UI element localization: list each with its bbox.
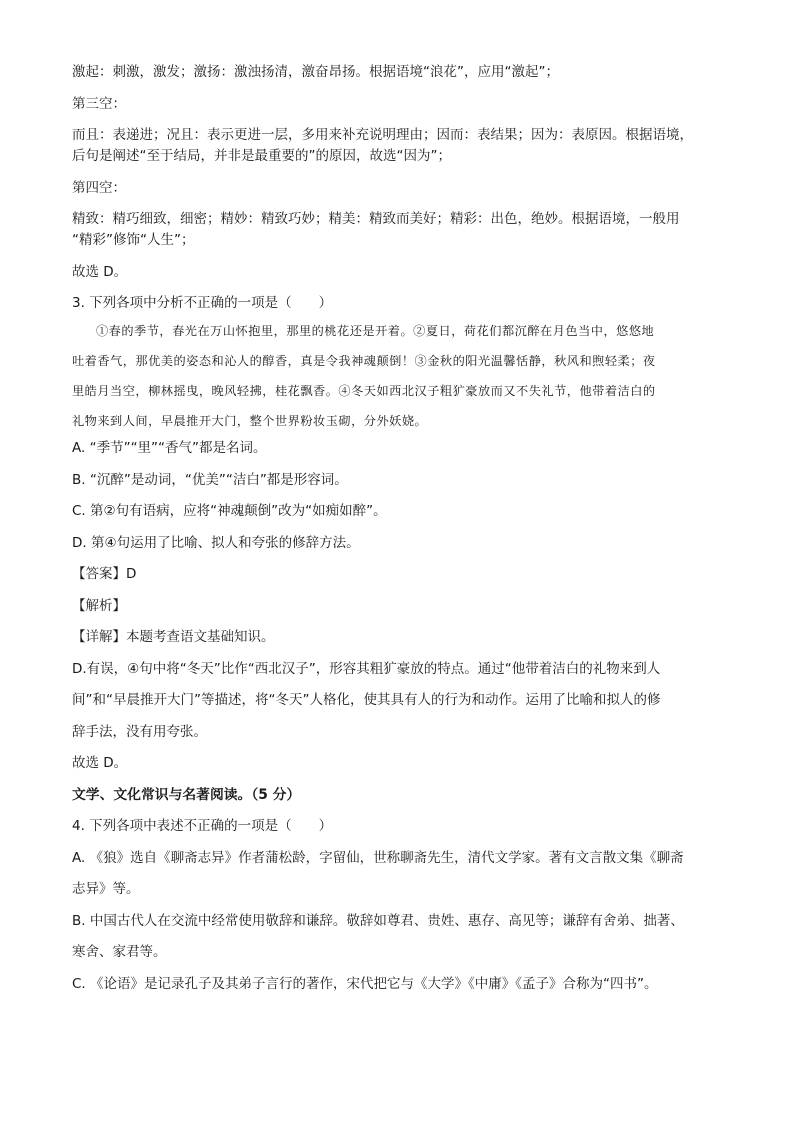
answer-tag: 【答案】D bbox=[72, 566, 137, 582]
explain-line: D.有误，④句中将“冬天”比作“西北汉子”，形容其粗犷豪放的特点。通过“他带着洁白的礼物来到人 bbox=[72, 660, 661, 677]
option-d: D. 第④句运用了比喻、拟人和夸张的修辞方法。 bbox=[72, 534, 360, 551]
conclusion: 故选 D。 bbox=[72, 263, 128, 280]
text-line: 而且：表递进；况且：表示更进一层，多用来补充说明理由；因而：表结果；因为：表原因。根据语境， bbox=[72, 127, 693, 143]
text-line: 后句是阐述“至于结局，并非是最重要的”的原因，故选“因为”； bbox=[72, 148, 451, 164]
text-line: 精致：精巧细致，细密；精妙：精致巧妙；精美：精致而美好；精彩：出色，绝妙。根据语境，一般用 bbox=[72, 211, 680, 227]
passage-line: 里皓月当空，柳林摇曳，晚风轻拂，桂花飘香。④冬天如西北汉子粗犷豪放而又不失礼节，他带着洁白的 bbox=[72, 384, 656, 398]
section-heading: 文学、文化常识与名著阅读。（5 分） bbox=[72, 786, 301, 803]
text-line: 激起：刺激，激发；激扬：激浊扬清，激奋昂扬。根据语境“浪花”，应用“激起”； bbox=[72, 64, 559, 80]
option-b: B. “沉醉”是动词，“优美”“洁白”都是形容词。 bbox=[72, 471, 348, 488]
option-a: A. 《狼》选自《聊斋志异》作者蒲松龄，字留仙，世称聊斋先生，清代文学家。著有文言散文集《聊斋 bbox=[72, 849, 684, 866]
document-page bbox=[72, 62, 732, 1005]
detail-line: 【详解】本题考查语文基础知识。 bbox=[72, 629, 275, 645]
option-c: C. 第②句有语病，应将“神魂颠倒”改为“如痴如醉”。 bbox=[72, 503, 387, 519]
text-line: “精彩”修饰“人生”； bbox=[72, 232, 195, 248]
option-b-cont: 寒舍、家君等。 bbox=[72, 944, 167, 960]
explain-line: 辞手法，没有用夸张。 bbox=[72, 723, 207, 740]
passage-line: ①春的季节，春光在万山怀抱里，那里的桃花还是开着。②夏日，荷花们都沉醉在月色当中，悠悠地 bbox=[96, 324, 655, 338]
passage-line: 吐着香气，那优美的姿态和沁人的醇香，真是令我神魂颠倒！③金秋的阳光温馨恬静，秋风和煦轻柔；夜 bbox=[72, 354, 656, 368]
section-label: 第四空： bbox=[72, 179, 126, 196]
option-a-cont: 志异》等。 bbox=[72, 881, 140, 897]
explain-line: 间”和“早晨推开大门”等描述，将“冬天”人格化，使其具有人的行为和动作。运用了比喻和拟人的修 bbox=[72, 692, 661, 708]
option-b: B. 中国古代人在交流中经常使用敬辞和谦辞。敬辞如尊君、贵姓、惠存、高见等；谦辞有舍弟、拙著、 bbox=[72, 912, 684, 929]
question-stem: 3. 下列各项中分析不正确的一项是（ ） bbox=[72, 295, 333, 311]
passage-line: 礼物来到人间，早晨推开大门，整个世界粉妆玉砌，分外妖娆。 bbox=[72, 414, 428, 428]
analysis-tag: 【解析】 bbox=[72, 597, 126, 614]
option-a: A. “季节”“里”“香气”都是名词。 bbox=[72, 440, 267, 456]
option-c: C. 《论语》是记录孔子及其弟子言行的著作，宋代把它与《大学》《中庸》《孟子》合称为“四书”。 bbox=[72, 975, 658, 992]
conclusion: 故选 D。 bbox=[72, 755, 128, 771]
reading-passage bbox=[72, 316, 732, 436]
section-label: 第三空： bbox=[72, 95, 126, 112]
question-stem: 4. 下列各项中表述不正确的一项是（ ） bbox=[72, 818, 333, 834]
